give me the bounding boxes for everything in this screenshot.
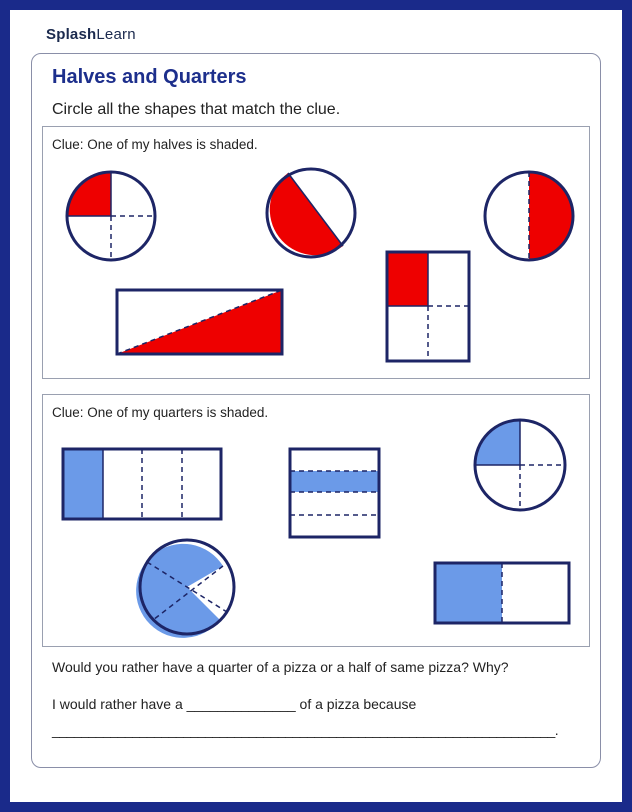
shape-outline	[290, 449, 379, 537]
shape-circle-half-shaded[interactable]	[485, 172, 573, 260]
shape-square-quarter-shaded[interactable]	[387, 252, 469, 361]
answer-suffix: of a pizza because	[299, 696, 417, 712]
halves-panel	[42, 126, 590, 379]
shade-region	[387, 252, 428, 306]
answer-prefix: I would rather have a	[52, 696, 183, 712]
question-text: Would you rather have a quarter of a pizza or a half of same pizza? Why?	[52, 659, 509, 675]
shape-rectangle-half-shaded[interactable]	[117, 290, 282, 354]
answer-sentence	[52, 696, 416, 712]
shade-region	[529, 172, 573, 260]
quarters-clue: Clue: One of my quarters is shaded.	[52, 405, 269, 420]
page-title: Halves and Quarters	[52, 66, 247, 88]
shade-region	[435, 563, 502, 623]
brand-name-light: Learn	[96, 26, 136, 43]
quarters-shapes	[43, 395, 591, 648]
answer-writing-line[interactable]: _____________________________________________________________________.	[52, 722, 559, 738]
shape-circle-quarter-shaded[interactable]	[67, 172, 155, 260]
halves-clue: Clue: One of my halves is shaded.	[52, 137, 258, 152]
brand-name-bold: Splash	[46, 26, 97, 43]
brand-logo	[46, 26, 136, 43]
quarters-panel	[42, 394, 590, 647]
shape-rectangle-half-shaded[interactable]	[435, 563, 569, 623]
shape-circle-quarter-shaded[interactable]	[475, 420, 565, 510]
shade-region	[63, 449, 103, 519]
shade-region	[290, 471, 379, 492]
answer-blank[interactable]: ______________	[186, 696, 296, 712]
shape-square-row-quarter-shaded[interactable]	[290, 449, 379, 537]
halves-shapes	[43, 127, 591, 380]
shape-circle-unequal-shaded[interactable]	[267, 169, 355, 257]
worksheet-page	[10, 10, 622, 802]
shape-rectangle-quarter-shaded[interactable]	[63, 449, 221, 519]
instruction-text: Circle all the shapes that match the clue.	[52, 101, 341, 118]
shade-region	[117, 290, 282, 354]
shape-circle-three-quarters-shaded[interactable]	[136, 540, 234, 638]
shade-region	[270, 173, 343, 255]
